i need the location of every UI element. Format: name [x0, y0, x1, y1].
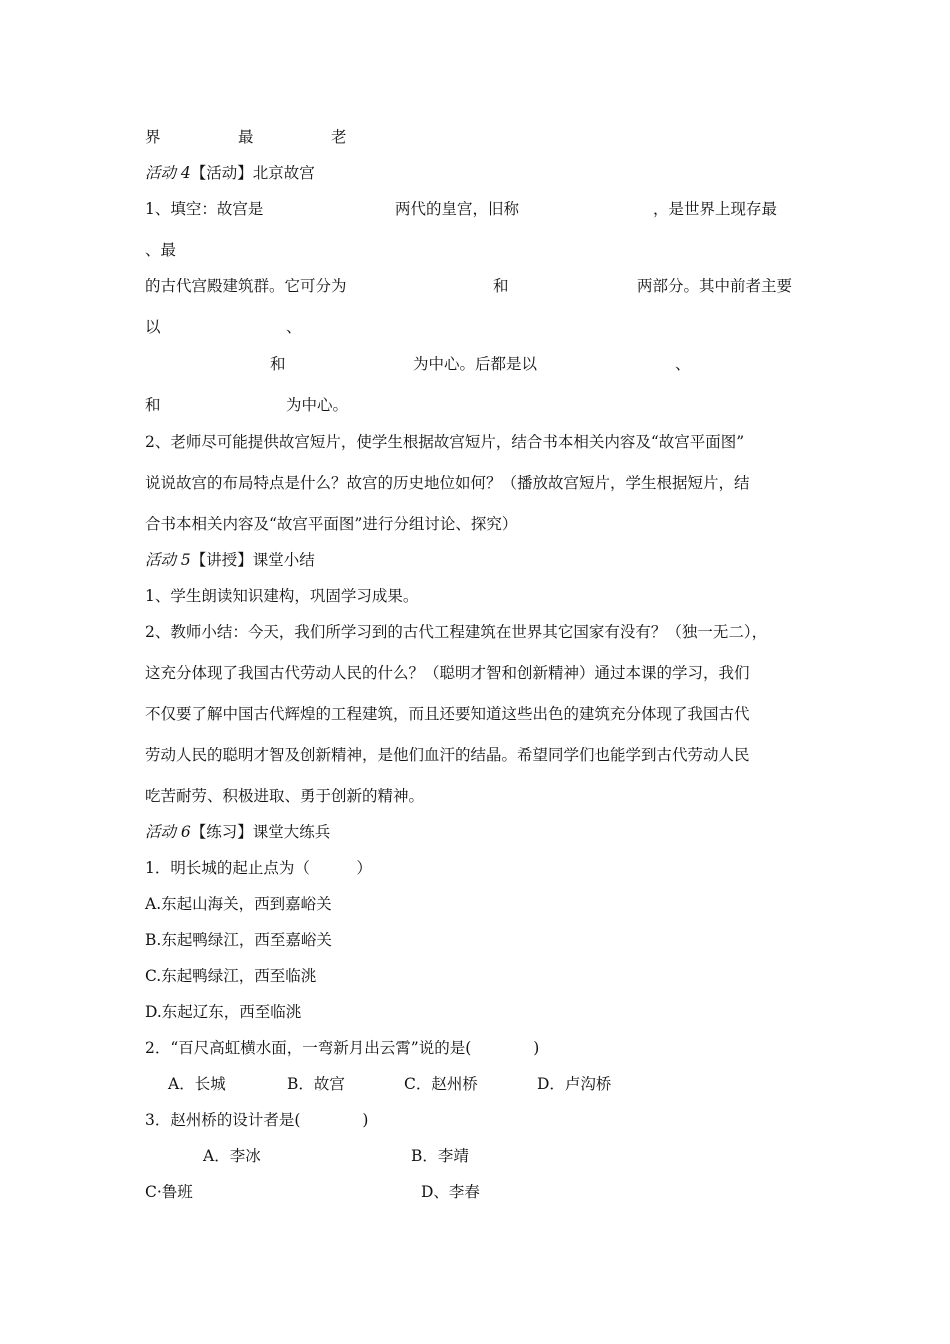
question-1-option-b: B.东起鸭绿江，西至嘉峪关 — [145, 931, 332, 949]
activity-4-title: 【活动】北京故宫 — [190, 164, 315, 182]
question-1-option-c: C.东起鸭绿江，西至临洮 — [145, 967, 317, 985]
question-3-option-c: C·鲁班 — [145, 1183, 193, 1201]
question-2-option-d: D．卢沟桥 — [537, 1075, 612, 1093]
fill-in-line-6a: 和 — [145, 396, 161, 414]
question-3-option-b: B．李靖 — [411, 1147, 469, 1165]
question-1: 1．明长城的起止点为（ ） — [145, 859, 372, 877]
fill-in-line-4a: 以 — [145, 318, 161, 336]
fill-in-line-1b: 两代的皇宫，旧称 — [395, 200, 520, 218]
question-1-option-a: A.东起山海关，西到嘉峪关 — [145, 895, 332, 913]
question-2: 2．“百尺高虹横水面，一弯新月出云霄”说的是( ) — [145, 1039, 540, 1057]
question-3-option-a: A．李冰 — [203, 1147, 261, 1165]
paragraph-line: 1、学生朗读知识建构，巩固学习成果。 — [145, 587, 419, 605]
question-2-option-a: A．长城 — [168, 1075, 226, 1093]
fill-in-line-1a: 1、填空：故宫是 — [145, 200, 264, 218]
fill-in-line-5c: 、 — [675, 355, 691, 373]
activity-4-label: 活动 4 — [145, 164, 191, 182]
fill-in-line-6b: 为中心。 — [286, 396, 349, 414]
fill-in-line-2: 、最 — [145, 241, 177, 259]
paragraph-line: 说说故宫的布局特点是什么？故宫的历史地位如何？（播放故宫短片，学生根据短片，结 — [145, 474, 750, 492]
question-3-option-d: D、李春 — [421, 1183, 480, 1201]
fill-in-line-4b: 、 — [286, 318, 302, 336]
activity-5-heading — [145, 550, 315, 570]
paragraph-line: 2、老师尽可能提供故宫短片，使学生根据故宫短片，结合书本相关内容及“故宫平面图” — [145, 433, 745, 451]
activity-6-title: 【练习】课堂大练兵 — [190, 823, 331, 841]
paragraph-line: 合书本相关内容及“故宫平面图”进行分组讨论、探究） — [145, 515, 518, 533]
paragraph-line: 这充分体现了我国古代劳动人民的什么？（聪明才智和创新精神）通过本课的学习，我们 — [145, 664, 750, 682]
fill-in-line-3a: 的古代宫殿建筑群。它可分为 — [145, 277, 347, 295]
text-line-1b: 最 — [238, 128, 254, 146]
question-3: 3．赵州桥的设计者是( ) — [145, 1111, 369, 1129]
fill-in-line-5b: 为中心。后都是以 — [413, 355, 538, 373]
paragraph-line: 2、教师小结：今天，我们所学习到的古代工程建筑在世界其它国家有没有？（独一无二）， — [145, 623, 768, 641]
question-2-option-b: B．故宫 — [287, 1075, 345, 1093]
text-line-1c: 老 — [331, 128, 347, 146]
question-2-option-c: C．赵州桥 — [404, 1075, 478, 1093]
fill-in-line-5a: 和 — [270, 355, 286, 373]
fill-in-line-3c: 两部分。其中前者主要 — [637, 277, 793, 295]
fill-in-line-1c: ，是世界上现存最 — [653, 200, 778, 218]
paragraph-line: 劳动人民的聪明才智及创新精神，是他们血汗的结晶。希望同学们也能学到古代劳动人民 — [145, 746, 750, 764]
paragraph-line: 吃苦耐劳、积极进取、勇于创新的精神。 — [145, 787, 425, 805]
activity-4-heading — [145, 163, 315, 183]
activity-5-title: 【讲授】课堂小结 — [190, 551, 315, 569]
text-line-1a: 界 — [145, 128, 161, 146]
activity-6-label: 活动 6 — [145, 823, 191, 841]
fill-in-line-3b: 和 — [493, 277, 509, 295]
paragraph-line: 不仅要了解中国古代辉煌的工程建筑，而且还要知道这些出色的建筑充分体现了我国古代 — [145, 705, 750, 723]
activity-5-label: 活动 5 — [145, 551, 191, 569]
question-1-option-d: D.东起辽东，西至临洮 — [145, 1003, 302, 1021]
activity-6-heading — [145, 822, 330, 842]
